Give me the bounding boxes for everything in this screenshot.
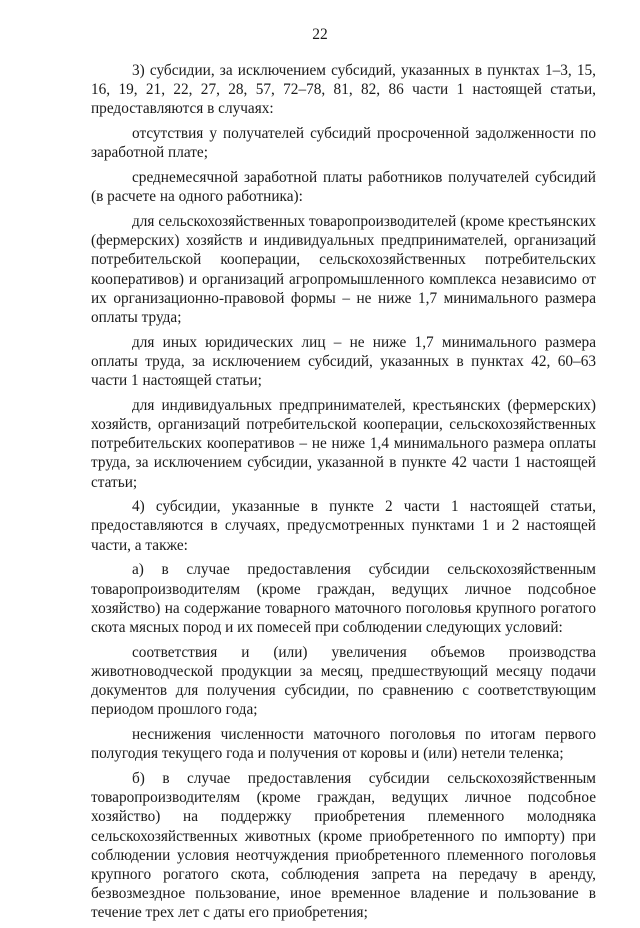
paragraph-10: неснижения численности маточного поголовья по итогам первого полугодия текущего года и получения от коровы и (или) нетели теленка; (91, 726, 596, 763)
paragraph-1: 3) субсидии, за исключением субсидий, указанных в пунктах 1–3, 15, 16, 19, 21, 22, 27, 28, 57, 72–78, 81, 82, 86 части 1 настоящей статьи, предоставляются в случаях: (91, 62, 596, 118)
paragraph-2: отсутствия у получателей субсидий просроченной задолженности по заработной плате; (91, 125, 596, 162)
paragraph-7: 4) субсидии, указанные в пункте 2 части 1 настоящей статьи, предоставляются в случаях, предусмотренных пунктами 1 и 2 настоящей части, а также: (91, 498, 596, 554)
paragraph-4: для сельскохозяйственных товаропроизводителей (кроме крестьянских (фермерских) хозяйств и индивидуальных предпринимателей, организаций потребительской кооперации, сельскохозяйственных потребительских кооперативов) и организаций агропромышленного комплекса независимо от их организационно-правовой формы – не ниже 1,7 минимального размера оплаты труда; (91, 212, 596, 326)
document-body (91, 61, 596, 928)
page-number: 22 (312, 26, 328, 43)
paragraph-9: соответствия и (или) увеличения объемов производства животноводческой продукции за месяц, предшествующий месяцу подачи документов для получения субсидии, по сравнению с соответствующим периодом прошлого года; (91, 643, 596, 719)
paragraph-5: для иных юридических лиц – не ниже 1,7 минимального размера оплаты труда, за исключением субсидий, указанных в пунктах 42, 60–63 части 1 настоящей статьи; (91, 333, 596, 390)
paragraph-3: среднемесячной заработной платы работников получателей субсидий (в расчете на одного работника): (91, 169, 596, 206)
paragraph-6: для индивидуальных предпринимателей, крестьянских (фермерских) хозяйств, организаций потребительской кооперации, сельскохозяйственных потребительских кооперативов – не ниже 1,4 минимального размера оплаты труда, за исключением субсидии, указанной в пункте 42 части 1 настоящей статьи; (91, 396, 596, 491)
paragraph-8: а) в случае предоставления субсидии сельскохозяйственным товаропроизводителям (кроме граждан, ведущих личное подсобное хозяйство) на содержание товарного маточного поголовья крупного рогатого скота мясных пород и их помесей при соблюдении следующих условий: (91, 561, 596, 636)
paragraph-11: б) в случае предоставления субсидии сельскохозяйственным товаропроизводителям (кроме граждан, ведущих личное подсобное хозяйство) на поддержку приобретения племенного молодняка сельскохозяйственных животных (кроме приобретенного по импорту) при соблюдении условия неотчуждения приобретенного племенного поголовья крупного рогатого скота, соблюдения запрета на передачу в аренду, безвозмездное пользование, иное временное владение и пользование в течение трех лет с даты его приобретения; (91, 769, 596, 922)
